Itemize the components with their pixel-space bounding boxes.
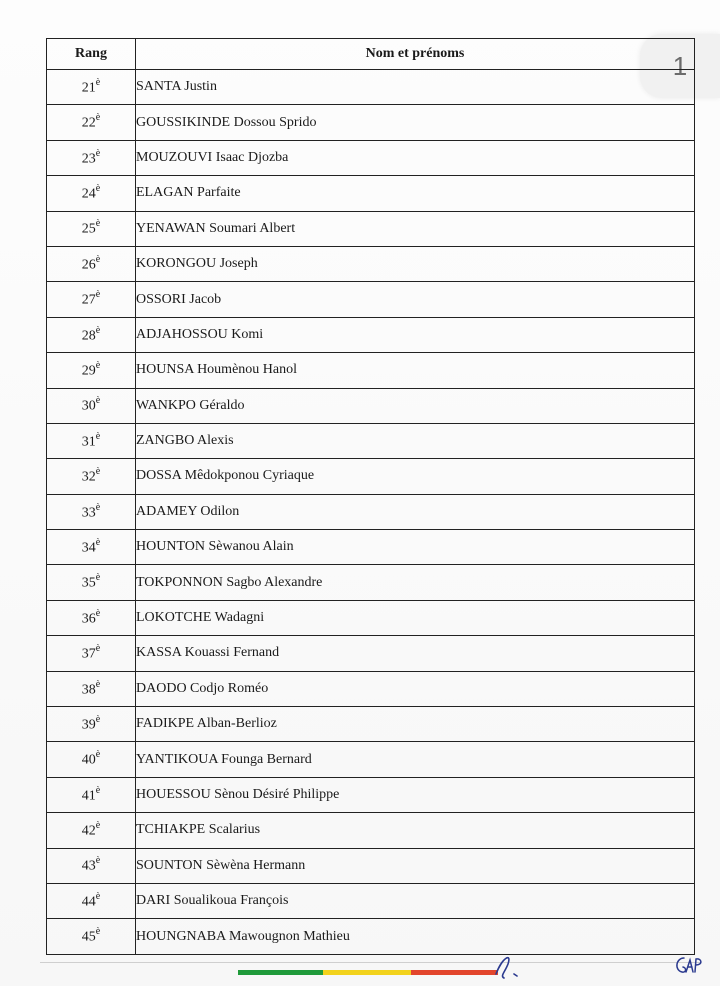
rank-cell <box>47 530 136 565</box>
rank-suffix: è <box>95 466 101 478</box>
candidate-name-cell: OSSORI Jacob <box>136 282 695 317</box>
rank-number: 34 <box>81 540 96 556</box>
candidate-name-cell: DOSSA Mêdokponou Cyriaque <box>136 459 695 494</box>
candidate-name-cell: YANTIKOUA Founga Bernard <box>136 742 695 777</box>
rank-number: 36 <box>81 611 96 627</box>
rank-suffix: è <box>95 218 101 230</box>
rank-cell <box>47 600 136 635</box>
handwritten-mark-icon <box>490 948 530 982</box>
candidate-name-cell: DARI Soualikoua François <box>136 883 695 918</box>
table-row <box>47 742 695 777</box>
candidate-name-cell: SANTA Justin <box>136 70 695 105</box>
rank-cell <box>47 848 136 883</box>
candidate-name-cell: MOUZOUVI Isaac Djozba <box>136 140 695 175</box>
table-row <box>47 176 695 211</box>
candidate-name-cell: HOUNGNABA Mawougnon Mathieu <box>136 919 695 954</box>
rank-column-header: Rang <box>47 39 136 70</box>
rank-number: 38 <box>81 682 96 698</box>
rank-suffix: è <box>95 536 101 548</box>
table-body <box>47 70 695 955</box>
rank-suffix: è <box>95 572 101 584</box>
rank-number: 33 <box>81 505 96 521</box>
rank-suffix: è <box>95 855 101 867</box>
rank-cell <box>47 70 136 105</box>
rank-suffix: è <box>95 289 101 301</box>
candidate-name-cell: KASSA Kouassi Fernand <box>136 636 695 671</box>
table-row <box>47 919 695 954</box>
rank-number: 26 <box>81 257 96 273</box>
rank-suffix: è <box>95 359 101 371</box>
rank-suffix: è <box>95 324 101 336</box>
rank-suffix: è <box>95 253 101 265</box>
rank-suffix: è <box>95 76 101 88</box>
table-row <box>47 353 695 388</box>
candidate-name-cell: ZANGBO Alexis <box>136 423 695 458</box>
rank-suffix: è <box>95 501 101 513</box>
rank-cell <box>47 459 136 494</box>
table-row <box>47 707 695 742</box>
table-row <box>47 494 695 529</box>
candidate-name-cell: ADAMEY Odilon <box>136 494 695 529</box>
candidate-name-cell: SOUNTON Sèwèna Hermann <box>136 848 695 883</box>
rank-cell <box>47 388 136 423</box>
rank-suffix: è <box>95 713 101 725</box>
table-row <box>47 777 695 812</box>
rank-cell <box>47 742 136 777</box>
rank-number: 25 <box>81 222 96 238</box>
table-row <box>47 70 695 105</box>
table-row <box>47 565 695 600</box>
table-row <box>47 459 695 494</box>
rank-number: 35 <box>81 575 96 591</box>
table-row <box>47 848 695 883</box>
table-row <box>47 388 695 423</box>
rank-cell <box>47 246 136 281</box>
candidate-name-cell: LOKOTCHE Wadagni <box>136 600 695 635</box>
name-column-header: Nom et prénoms <box>136 39 695 70</box>
candidate-name-cell: WANKPO Géraldo <box>136 388 695 423</box>
flag-red-segment <box>411 970 498 975</box>
rank-number: 44 <box>81 894 96 910</box>
candidate-name-cell: GOUSSIKINDE Dossou Sprido <box>136 105 695 140</box>
rank-number: 43 <box>81 859 96 875</box>
candidate-name-cell: FADIKPE Alban-Berlioz <box>136 707 695 742</box>
table-row <box>47 813 695 848</box>
table-row <box>47 636 695 671</box>
rank-number: 24 <box>81 186 96 202</box>
rank-cell <box>47 707 136 742</box>
rank-cell <box>47 494 136 529</box>
rank-suffix: è <box>95 784 101 796</box>
rank-suffix: è <box>95 890 101 902</box>
table-row <box>47 140 695 175</box>
rank-suffix: è <box>95 183 101 195</box>
rank-cell <box>47 211 136 246</box>
rank-number: 40 <box>81 752 96 768</box>
rank-suffix: è <box>95 607 101 619</box>
rank-number: 31 <box>81 434 96 450</box>
table-row <box>47 530 695 565</box>
rank-number: 23 <box>81 151 96 167</box>
rank-number: 22 <box>81 115 96 131</box>
rank-suffix: è <box>95 112 101 124</box>
rank-suffix: è <box>95 820 101 832</box>
rank-cell <box>47 140 136 175</box>
table-row <box>47 423 695 458</box>
table-header-row <box>47 39 695 70</box>
rank-cell <box>47 813 136 848</box>
rank-suffix: è <box>95 643 101 655</box>
table-row <box>47 317 695 352</box>
candidate-name-cell: DAODO Codjo Roméo <box>136 671 695 706</box>
rank-number: 39 <box>81 717 96 733</box>
rank-number: 28 <box>81 328 96 344</box>
rank-cell <box>47 883 136 918</box>
candidate-name-cell: ELAGAN Parfaite <box>136 176 695 211</box>
candidate-name-cell: YENAWAN Soumari Albert <box>136 211 695 246</box>
rank-suffix: è <box>95 749 101 761</box>
rank-number: 37 <box>81 646 96 662</box>
initials-signature-icon <box>672 952 706 980</box>
rank-number: 30 <box>81 399 96 415</box>
rank-cell <box>47 565 136 600</box>
rank-cell <box>47 671 136 706</box>
rank-cell <box>47 105 136 140</box>
table-row <box>47 600 695 635</box>
rank-suffix: è <box>95 395 101 407</box>
table-row <box>47 105 695 140</box>
flag-yellow-segment <box>323 970 411 975</box>
table-row <box>47 246 695 281</box>
candidate-name-cell: TCHIAKPE Scalarius <box>136 813 695 848</box>
rank-suffix: è <box>95 147 101 159</box>
rank-number: 32 <box>81 469 96 485</box>
candidate-name-cell: HOUNSA Houmènou Hanol <box>136 353 695 388</box>
rank-cell <box>47 176 136 211</box>
rank-suffix: è <box>95 430 101 442</box>
ranking-table <box>46 38 695 955</box>
rank-cell <box>47 353 136 388</box>
rank-cell <box>47 777 136 812</box>
rank-cell <box>47 423 136 458</box>
table-row <box>47 211 695 246</box>
rank-number: 45 <box>81 929 96 945</box>
candidate-name-cell: HOUNTON Sèwanou Alain <box>136 530 695 565</box>
rank-number: 21 <box>81 80 96 96</box>
table-row <box>47 883 695 918</box>
flag-green-segment <box>238 970 323 975</box>
footer-divider <box>40 962 700 963</box>
rank-cell <box>47 636 136 671</box>
rank-number: 42 <box>81 823 96 839</box>
table-row <box>47 671 695 706</box>
rank-cell <box>47 919 136 954</box>
rank-suffix: è <box>95 678 101 690</box>
national-flag-stripe <box>238 970 498 975</box>
rank-number: 27 <box>81 292 96 308</box>
rank-number: 29 <box>81 363 96 379</box>
candidate-name-cell: KORONGOU Joseph <box>136 246 695 281</box>
rank-cell <box>47 282 136 317</box>
candidate-name-cell: HOUESSOU Sènou Désiré Philippe <box>136 777 695 812</box>
rank-cell <box>47 317 136 352</box>
page-number: 1 <box>672 50 688 81</box>
candidate-name-cell: ADJAHOSSOU Komi <box>136 317 695 352</box>
table-row <box>47 282 695 317</box>
rank-suffix: è <box>95 926 101 938</box>
rank-number: 41 <box>81 788 96 804</box>
candidate-name-cell: TOKPONNON Sagbo Alexandre <box>136 565 695 600</box>
